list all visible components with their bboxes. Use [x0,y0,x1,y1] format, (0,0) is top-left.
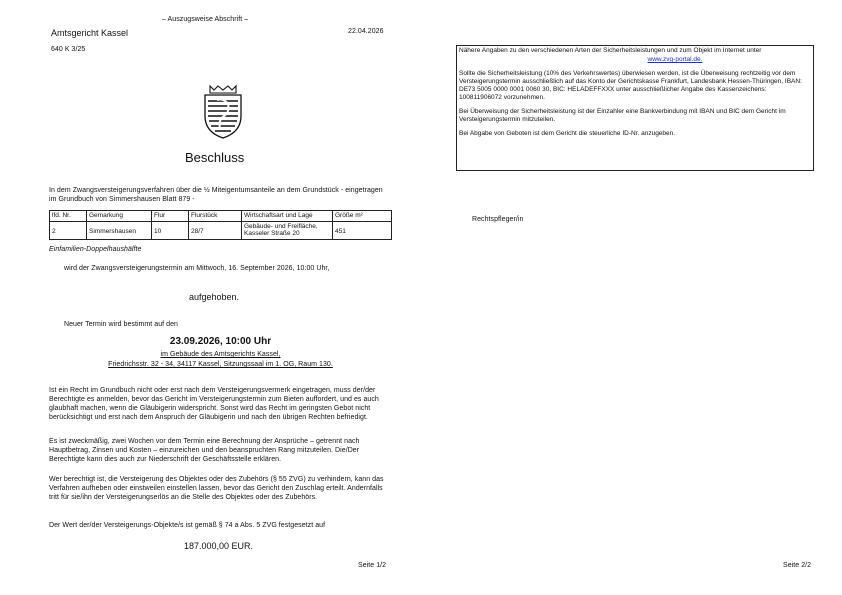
document-title: Beschluss [185,150,245,165]
paragraph-rights: Ist ein Recht im Grundbuch nicht oder erst nach dem Versteigerungsvermerk eingetragen, muss der/der Berechtigte es anmelden, bevor das Gericht im Versteigerungstermin zum Bieten auffordert, und es auch glaubhaft machen, wenn die Gläubigerin widerspricht. Sonst wird das Recht im geringsten Gebot nicht berücksichtigt und erst nach dem Anspruch der Gläubigerin und nach den übrigen Rechten befriedigt. [49,387,379,421]
aufgehoben-text: aufgehoben. [189,292,240,302]
paragraph-calculation: Es ist zweckmäßig, zwei Wochen vor dem Termin eine Berechnung der Ansprüche – getrennt nach Hauptbetrag, Zinsen und Kosten – einzureichen und den beanspruchten Rang mitzuteilen. Die/Der Berechtigte kann dies auch zur Niederschrift der Geschäftsstelle erklären. [49,438,360,463]
court-name: Amtsgericht Kassel [51,28,129,38]
paragraph-prevent: Wer berechtigt ist, die Versteigerung des Objektes oder des Zubehörs (§ 55 ZVG) zu verhindern, kann das Verfahren aufheben oder einstweilen einstellen lassen, bevor das Gericht den Zuschlag erteilt. Andernfalls tritt für sie/ihn der Versteigerungserlös an die Stelle des Objektes oder des Zubehörs. [49,476,384,501]
info-bank-details: Bei Überweisung der Sicherheitsleistung ist der Einzahler eine Bankverbindung mit IBAN und BIC dem Gericht im Versteigerungstermin mitzuteilen. [459,108,786,123]
value-label: Der Wert der/der Versteigerungs-Objekte/s ist gemäß § 74 a Abs. 5 ZVG festgesetzt auf [49,522,326,529]
zvg-portal-link[interactable]: www.zvg-portal.de. [647,56,703,63]
new-term-label: Neuer Termin wird bestimmt auf den [64,321,179,328]
table-cell: 451 [333,221,392,239]
col-header: Flur [152,211,189,222]
info-transfer: Sollte die Sicherheitsleistung (10% des Verkehrswertes) überwiesen werden, ist die Überweisung rechtzeitig vor dem Versteigerungstermin ausschließlich auf das Konto der Gerichtskasse Frankfurt, Landesbank Hessen-Thüringen, IBAN: DE73 5005 0000 0001 0060 30, BIC: HELADEFFXXX unter ausschließlicher Angabe des Kassenzeichens: 100811906072 vorzunehmen. [459,70,802,101]
col-header: lfd. Nr. [50,211,87,222]
page-number-left: Seite 1/2 [358,562,387,569]
new-term-date: 23.09.2026, 10:00 Uhr [169,336,272,347]
table-cell: 10 [152,221,189,239]
col-header: Gemarkung [87,211,152,222]
col-header: Größe m² [333,211,392,222]
table-cell: 2 [50,221,87,239]
value-amount: 187.000,00 EUR. [184,541,254,551]
table-cell: Simmershausen [87,221,152,239]
col-header: Wirtschaftsart und Lage [242,211,333,222]
table-cell: 28/7 [189,221,242,239]
table-row [50,221,392,239]
object-type: Einfamilien-Doppelhaushälfte [49,246,142,253]
postponed-term: wird der Zwangsversteigerungstermin am Mittwoch, 16. September 2026, 10:00 Uhr, [64,265,330,272]
location-line-2: Friedrichsstr. 32 - 34, 34117 Kassel, Sitzungssaal im 1. OG, Raum 130. [108,361,333,368]
info-box [456,45,814,171]
location-line-1: im Gebäude des Amtsgerichts Kassel, [160,351,281,358]
page-number-right: Seite 2/2 [783,562,812,569]
table-header-row [50,211,392,222]
info-line-1: Nähere Angaben zu den verschiedenen Arten der Sicherheitsleistungen und zum Objekt im Internet unter [459,47,762,54]
property-table [49,210,392,240]
rechtspfleger-label: Rechtspfleger/in [472,216,524,223]
col-header: Flurstück [189,211,242,222]
intro-text: In dem Zwangsversteigerungsverfahren über die ½ Miteigentumsanteile an dem Grundstück - eingetragen im Grundbuch von Simmershausen Blatt 879 - [49,187,383,203]
info-tax-id: Bei Abgabe von Geboten ist dem Gericht die steuerliche ID-Nr. anzugeben. [459,130,676,137]
hessen-crest-icon [200,84,246,140]
abschrift-note: – Auszugsweise Abschrift – [162,16,249,23]
table-cell: Gebäude- und Freifläche, Kasseler Straße 20 [242,221,333,239]
document-date: 22.04.2026 [348,28,384,35]
case-number: 640 K 3/25 [51,46,86,53]
